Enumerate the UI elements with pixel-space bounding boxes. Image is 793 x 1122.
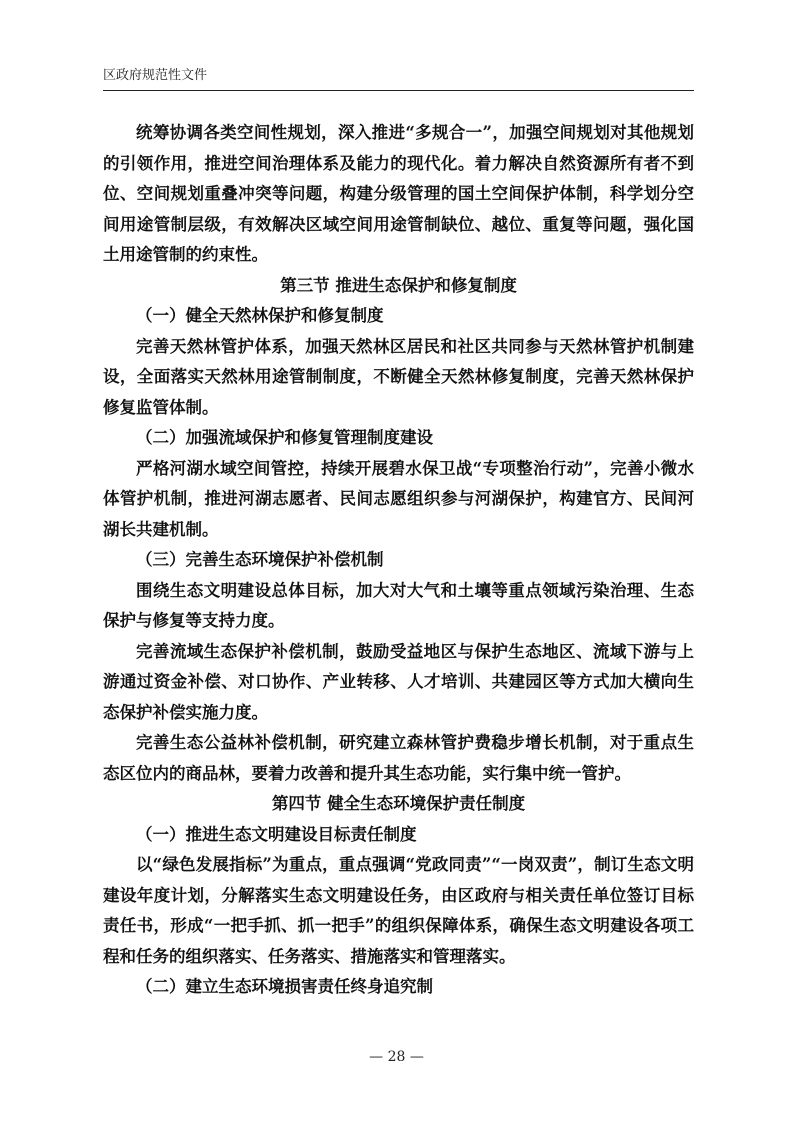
paragraph: 完善流域生态保护补偿机制，鼓励受益地区与保护生态地区、流域下游与上游通过资金补偿、对口协作、产业转移、人才培训、共建园区等方式加大横向生态保护补偿实施力度。 [103,641,694,722]
subsection-heading: （三）完善生态环境保护补偿机制 [136,550,384,569]
paragraph: 完善天然林管护体系，加强天然林区居民和社区共同参与天然林管护机制建设，全面落实天然林用途管制制度，不断健全天然林修复制度，完善天然林保护修复监管体制。 [103,336,694,417]
document-body [103,118,694,1003]
header-title: 区政府规范性文件 [103,68,208,83]
section-heading: 第四节 健全生态环境保护责任制度 [271,794,526,813]
header-divider [103,90,694,91]
page-number: — 28 — [369,1049,424,1065]
subsection-heading: （一）推进生态文明建设目标责任制度 [136,824,417,844]
page-footer [0,1049,793,1065]
section-heading: 第三节 推进生态保护和修复制度 [280,275,517,295]
paragraph: 严格河湖水域空间管控，持续开展碧水保卫战“专项整治行动”，完善小微水体管护机制，推进河湖志愿者、民间志愿组织参与河湖保护，构建官方、民间河湖长共建机制。 [103,458,694,539]
subsection-heading: （一）健全天然林保护和修复制度 [136,306,384,325]
paragraph: 统筹协调各类空间性规划，深入推进“多规合一”，加强空间规划对其他规划的引领作用，推进空间治理体系及能力的现代化。着力解决自然资源所有者不到位、空间规划重叠冲突等问题，构建分级管理的国土空间保护体制，科学划分空间用途管制层级，有效解决区域空间用途管制缺位、越位、重复等问题，强化国土用途管制的约束性。 [103,123,694,264]
subsection-heading: （二）建立生态环境损害责任终身追究制 [136,977,433,996]
paragraph: 以“绿色发展指标”为重点，重点强调“党政同责”“一岗双责”，制订生态文明建设年度计划，分解落实生态文明建设任务，由区政府与相关责任单位签订目标责任书，形成“一把手抓、抓一把手”的组织保障体系，确保生态文明建设各项工程和任务的组织落实、任务落实、措施落实和管理落实。 [103,855,694,966]
page-header [103,64,694,83]
subsection-heading: （二）加强流域保护和修复管理制度建设 [136,428,433,447]
paragraph: 完善生态公益林补偿机制，研究建立森林管护费稳步增长机制，对于重点生态区位内的商品林，要着力改善和提升其生态功能，实行集中统一管护。 [103,733,694,783]
paragraph: 围绕生态文明建设总体目标，加大对大气和土壤等重点领域污染治理、生态保护与修复等支持力度。 [103,580,694,630]
